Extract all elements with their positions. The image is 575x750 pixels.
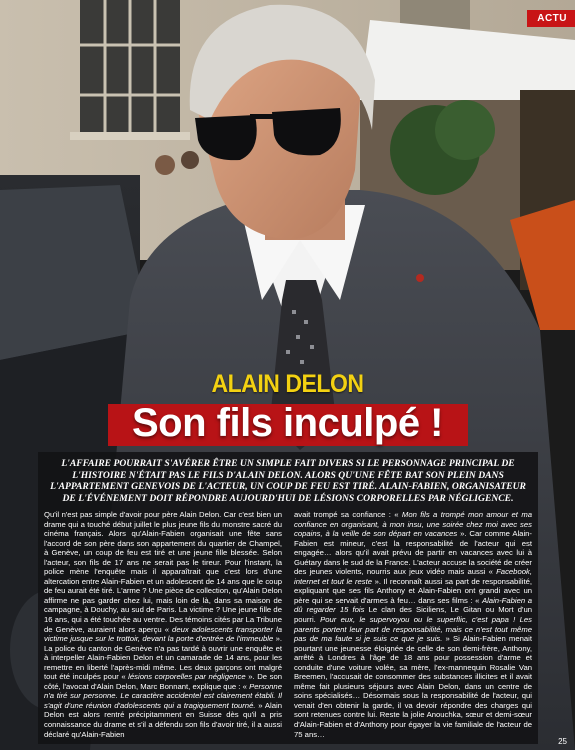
article-text-segment: Mon fils a trompé mon amour et ma confiance en organisant, à mon insu, une soirée chez moi avec ses copains, à la veille de son départ en vacances	[294, 510, 533, 539]
article-lede: L'AFFAIRE POURRAIT S'AVÉRER ÊTRE UN SIMPLE FAIT DIVERS SI LE PERSONNAGE PRINCIPAL DE L'HISTOIRE N'ÉTAIT PAS LE FILS D'ALAIN DELON. ALORS QU'UNE FÊTE BAT SON PLEIN DANS L'APPARTEMENT GENEVOIS DE L'ACTEUR, UN COUP DE FEU EST TIRÉ. ALAIN-FABIEN, ORGANISATEUR DE L'ÉVÉNEMENT DOIT RÉPONDRE AUJOURD'HUI DE LÉSIONS CORPORELLES PAR NÉGLIGENCE.	[50, 458, 526, 504]
article-text-segment: » Si Alain-Fabien menait pourtant une jeunesse éloignée de celle de son demi-frère, Anthony, arrêté à Londres à l'âge de 18 ans pour possession d'arme et conduite d'une voiture volée, sa mère, l'ex-mannequin Rosalie Van Breemen, l'accusait de consommer des substances illicites et il avait même fait plusieurs séjours avec Alain Delon, dans un centre de soins spécialisés… Désormais sous la responsabilité de l'acteur, qui venait d'en obtenir la garde, il va devoir répondre des charges qui sont retenues contre lui. Reste la jolie Anouchka, sœur et demi-sœur d'Alain-Fabien et d'Anthony pour égayer la vie familiale de l'acteur de 75 ans…	[294, 634, 532, 739]
page-number: 25	[558, 737, 567, 746]
article-text-segment: lésions corporelles par négligence	[128, 672, 246, 682]
article-text-segment: ». Il reconnaît aussi sa part de responsabilité, expliquant que ses fils Anthony et Alain-Fabien ont grandi avec un père qui se servait d'armes à feu… dans ses films : «	[294, 576, 533, 605]
article-text-segment: Le clan des Siciliens, Le Gitan ou Mort d'un pourri.	[294, 605, 533, 625]
article-text-segment: ». Car comme Alain-Fabien est mineur, c'est la responsabilité de l'acteur qui est engagée… alors qu'il avait prévu de partir en vacances avec lui à Guétary dans le sud de la France. L'acteur accuse la société de créer des jeunes violents, nourris aux jeux vidéo mais aussi «	[294, 529, 532, 577]
article-text-segment: avait trompé sa confiance : «	[294, 510, 402, 519]
article-text-segment: » Alain Delon est alors rentré précipitamment en Suisse dès qu'il a pris connaissance du drame et s'il a défendu son fils d'avoir tiré, il a aussi déclaré qu'Alain-Fabien	[44, 700, 283, 739]
headline: Son fils inculpé !	[131, 401, 444, 445]
article-column-left	[44, 510, 282, 739]
article-text-segment: deux adolescents transporter la victime jusque sur le trottoir, devant la porte d'entrée de l'immeuble	[44, 624, 283, 644]
article-column-right	[294, 510, 532, 739]
section-tag: ACTU	[527, 10, 575, 27]
article-text-segment: Qu'il n'est pas simple d'avoir pour père Alain Delon. Car c'est bien un drame qui a touché début juillet le plus jeune fils du monstre sacré du cinéma français. Alors qu'Alain-Fabien organisait une fête sans l'accord de son père dans son appartement du quartier de Champel, à Genève, un coup de feu est tiré et une jeune fille blessée. Selon l'acteur, son fils de 17 ans ne serait pas le tireur. Pour l'instant, la police mène l'enquête mais il apparaîtrait que c'est lors d'une altercation entre Alain-Fabien et un adolescent de 14 ans que le coup de feu aurait été tiré. L'arme ? Une pièce de collection, qu'Alain Delon affirme ne pas garder chez lui, mais loin de là, dans sa maison de campagne, à Douchy, au sud de Paris. La victime ? Une jeune fille de 16 ans, qui a été touchée au ventre. Des témoins cités par La Tribune de Genève, auraient alors aperçu «	[44, 510, 282, 634]
article-text-segment: Facebook, internet et tout le reste	[294, 567, 532, 586]
kicker-name: ALAIN DELON	[211, 370, 364, 398]
article-text-segment: ». De son côté, l'avocat d'Alain Delon, Marc Bonnant, explique que : «	[44, 672, 282, 691]
article-text-segment: ». La police du canton de Genève n'a pas tardé à ouvrir une enquête et à interpeller Alain-Fabien Delon et un camarade de 14 ans, pour les remettre en liberté l'après-midi même. Les deux garçons ont malgré tout été inculpés pour «	[44, 634, 282, 682]
article-text-segment: Pour eux, le supervoyou ou le superflic, c'est papa ! Les parents portent leur part de responsabilité, mais ce n'est tout même pas de ma faute si je suis ce que je suis.	[294, 615, 532, 644]
article-text-segment: Personne n'a tiré sur personne. Le caractère accidentel est clairement établi. Il s'agit d'une réunion d'adolescents qui a tragiquement tourné.	[44, 681, 282, 710]
article-text-segment: Alain-Fabien a dû regarder 15 fois	[294, 595, 532, 615]
